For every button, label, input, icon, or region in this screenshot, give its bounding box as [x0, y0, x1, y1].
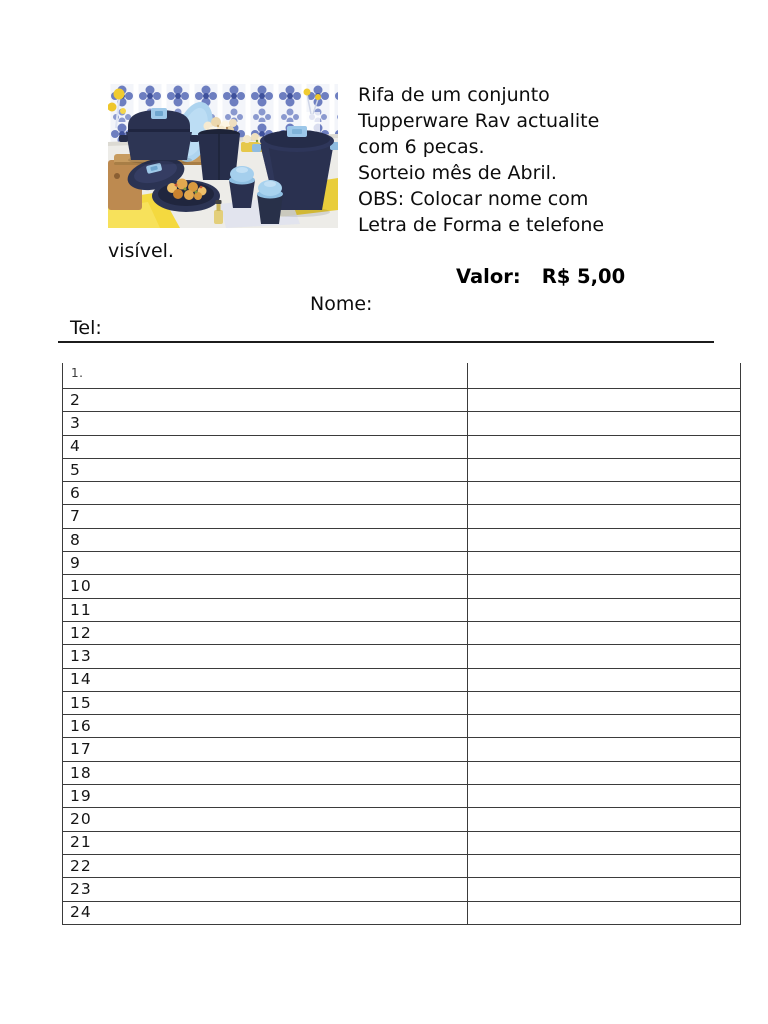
- entry-phone-cell: [468, 738, 741, 761]
- entry-name-cell: [63, 621, 468, 644]
- entry-name-cell: [63, 738, 468, 761]
- entry-phone-cell: [468, 505, 741, 528]
- entry-phone-cell: [468, 621, 741, 644]
- row-number: 10: [70, 577, 92, 596]
- entry-name-cell: [63, 831, 468, 854]
- entry-phone-cell: [468, 389, 741, 412]
- entry-name-cell: [63, 482, 468, 505]
- table-row: [63, 901, 741, 924]
- entry-phone-cell: [468, 435, 741, 458]
- table-row: [63, 621, 741, 644]
- tupperware-set-photo: [108, 84, 338, 228]
- row-number: 24: [70, 903, 92, 922]
- entry-name-cell: [63, 552, 468, 575]
- name-field-label: Nome:: [310, 293, 373, 315]
- table-row: [63, 738, 741, 761]
- description-line: Sorteio mês de Abril.: [358, 162, 557, 184]
- entry-phone-cell: [468, 363, 741, 389]
- entry-name-cell: [63, 785, 468, 808]
- entry-phone-cell: [468, 412, 741, 435]
- row-number: 2: [70, 390, 81, 409]
- description-wrap-line: visível.: [108, 240, 174, 262]
- row-number: 12: [70, 623, 92, 642]
- price-amount: R$ 5,00: [541, 265, 626, 288]
- raffle-table: [62, 363, 741, 925]
- entry-name-cell: [63, 528, 468, 551]
- entry-phone-cell: [468, 668, 741, 691]
- table-row: [63, 715, 741, 738]
- row-number: 22: [70, 856, 92, 875]
- entry-phone-cell: [468, 761, 741, 784]
- description-line: Tupperware Rav actualite: [358, 110, 600, 132]
- row-number: 18: [70, 763, 92, 782]
- table-row: [63, 691, 741, 714]
- phone-fill-line: [58, 326, 714, 343]
- row-number: 4: [70, 437, 81, 456]
- tupperware-photo-illustration: [108, 84, 338, 228]
- row-number: 7: [70, 507, 81, 526]
- entry-name-cell: [63, 715, 468, 738]
- row-number: 23: [70, 880, 92, 899]
- row-number: 15: [70, 693, 92, 712]
- entry-name-cell: [63, 901, 468, 924]
- entry-phone-cell: [468, 458, 741, 481]
- entry-name-cell: [63, 458, 468, 481]
- table-row: [63, 854, 741, 877]
- entry-name-cell: [63, 645, 468, 668]
- entry-name-cell: [63, 435, 468, 458]
- entry-phone-cell: [468, 831, 741, 854]
- description-line: com 6 pecas.: [358, 136, 485, 158]
- row-number: 9: [70, 553, 81, 572]
- entry-phone-cell: [468, 598, 741, 621]
- table-row: [63, 761, 741, 784]
- entry-phone-cell: [468, 575, 741, 598]
- row-number: 1.: [71, 366, 84, 380]
- entry-phone-cell: [468, 645, 741, 668]
- row-number: 20: [70, 810, 92, 829]
- entry-phone-cell: [468, 785, 741, 808]
- table-row: [63, 598, 741, 621]
- raffle-description: [358, 82, 604, 238]
- entry-phone-cell: [468, 715, 741, 738]
- entry-phone-cell: [468, 878, 741, 901]
- table-row: [63, 878, 741, 901]
- row-number: 11: [70, 600, 92, 619]
- row-number: 8: [70, 530, 81, 549]
- entry-phone-cell: [468, 691, 741, 714]
- table-row: [63, 785, 741, 808]
- row-number: 19: [70, 786, 92, 805]
- table-row: [63, 668, 741, 691]
- entry-name-cell: [63, 389, 468, 412]
- phone-field-label: Tel:: [70, 317, 102, 339]
- price-line: [456, 265, 625, 288]
- entry-phone-cell: [468, 552, 741, 575]
- table-row: [63, 482, 741, 505]
- table-row: [63, 528, 741, 551]
- entry-name-cell: [63, 505, 468, 528]
- entry-name-cell: [63, 691, 468, 714]
- table-row: [63, 831, 741, 854]
- entry-name-cell: [63, 854, 468, 877]
- entry-phone-cell: [468, 854, 741, 877]
- table-row: [63, 412, 741, 435]
- description-line: OBS: Colocar nome com: [358, 188, 589, 210]
- table-row: [63, 363, 741, 389]
- table-row: [63, 458, 741, 481]
- entry-name-cell: [63, 761, 468, 784]
- table-row: [63, 505, 741, 528]
- table-row: [63, 552, 741, 575]
- row-number: 13: [70, 647, 92, 666]
- table-row: [63, 808, 741, 831]
- table-row: [63, 575, 741, 598]
- row-number: 16: [70, 717, 92, 735]
- row-number: 17: [70, 740, 92, 759]
- row-number: 3: [70, 414, 81, 433]
- description-line: Letra de Forma e telefone: [358, 214, 605, 236]
- table-row: [63, 645, 741, 668]
- entry-name-cell: [63, 598, 468, 621]
- entry-phone-cell: [468, 528, 741, 551]
- entry-name-cell: [63, 412, 468, 435]
- table-row: [63, 389, 741, 412]
- entry-name-cell: [63, 878, 468, 901]
- entry-name-cell: [63, 808, 468, 831]
- entry-phone-cell: [468, 901, 741, 924]
- description-line: Rifa de um conjunto: [358, 84, 550, 106]
- entry-phone-cell: [468, 482, 741, 505]
- row-number: 6: [70, 484, 81, 503]
- row-number: 21: [70, 833, 92, 852]
- price-label: Valor:: [456, 265, 521, 288]
- entry-name-cell: [63, 668, 468, 691]
- entry-name-cell: [63, 363, 468, 389]
- table-row: [63, 435, 741, 458]
- row-number: 14: [70, 670, 92, 689]
- entry-name-cell: [63, 575, 468, 598]
- row-number: 5: [70, 460, 81, 479]
- entry-phone-cell: [468, 808, 741, 831]
